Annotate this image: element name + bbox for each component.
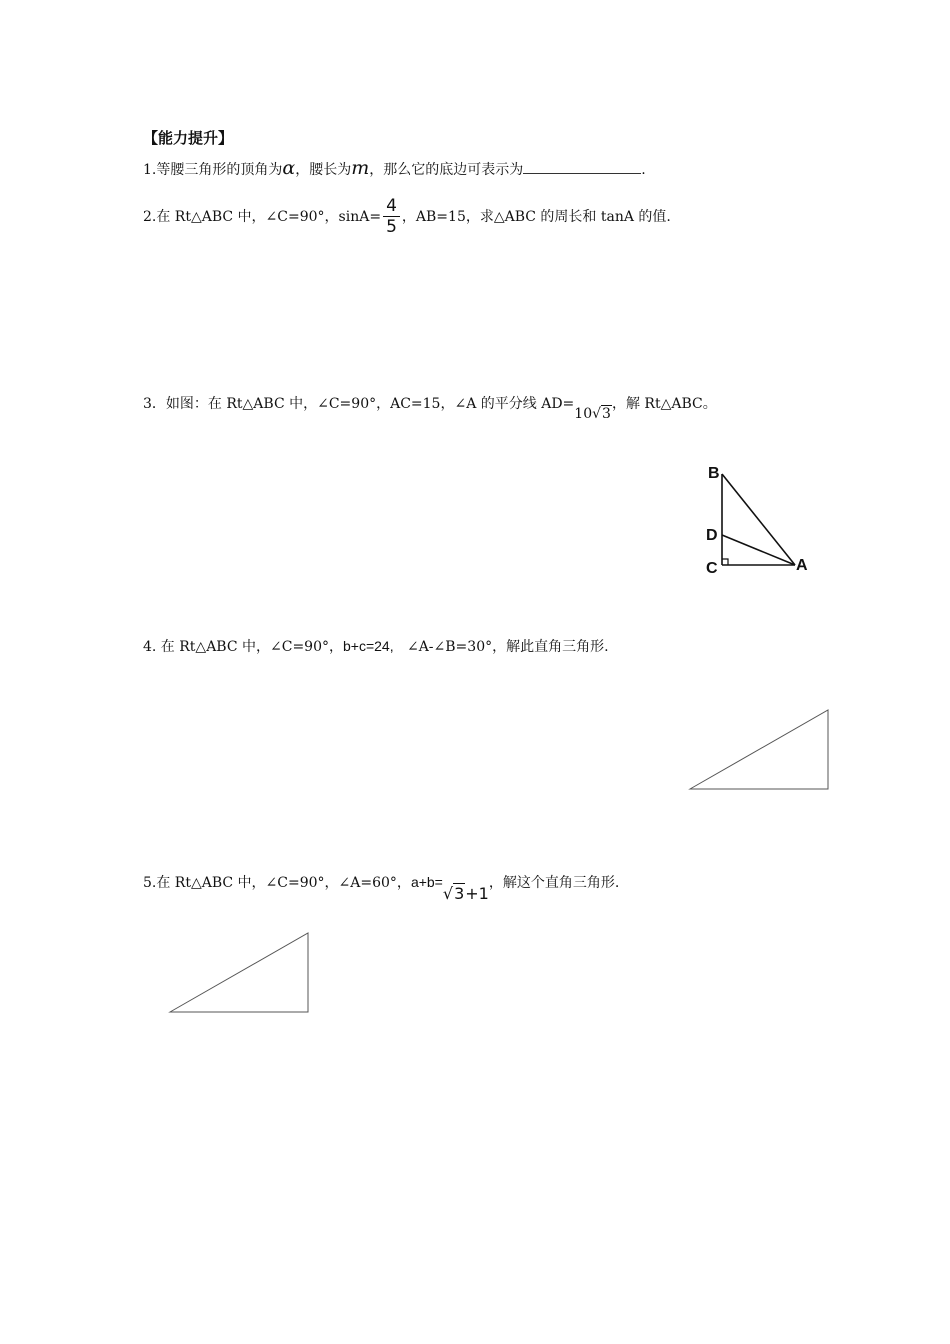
- q3-suffix: ，解 Rt△ABC。: [611, 396, 717, 412]
- q5-cond: a+b=: [410, 874, 443, 890]
- triangle-figure-q4: [686, 705, 836, 795]
- fraction-4-5: [383, 196, 400, 237]
- label-B: B: [708, 465, 720, 482]
- section-heading: 【能力提升】: [143, 129, 234, 147]
- q3-prefix: 3．如图：在 Rt△ABC 中，∠C=90°，AC=15，∠A 的平分线 AD=: [143, 396, 575, 412]
- fraction-denominator: 5: [386, 217, 397, 237]
- alpha-symbol: α: [282, 157, 296, 179]
- question-3: [143, 394, 717, 422]
- sqrt-radicand: 3: [454, 884, 465, 903]
- triangle-figure-q3: [700, 458, 820, 578]
- sqrt-icon: √: [592, 406, 602, 422]
- q2-suffix: ，AB=15，求△ABC 的周长和 tanA 的值.: [401, 208, 671, 225]
- fraction-numerator: 4: [383, 196, 400, 217]
- label-D: D: [706, 527, 718, 544]
- triangle-figure-q5: [166, 928, 316, 1018]
- sqrt-sum-expression: [443, 884, 489, 904]
- sqrt-radicand: 3: [602, 406, 611, 422]
- q2-prefix: 2.在 Rt△ABC 中，∠C=90°，sinA=: [143, 208, 382, 225]
- m-symbol: m: [351, 157, 370, 179]
- sqrt-icon: √: [442, 884, 454, 903]
- q5-prefix: 5.在 Rt△ABC 中，∠C=90°，∠A=60°，: [143, 875, 411, 891]
- label-A: A: [796, 557, 808, 574]
- answer-blank[interactable]: [523, 159, 641, 174]
- q4-cond1: b+c=24,: [343, 638, 394, 654]
- question-2: [143, 196, 671, 237]
- q4-suffix: 解此直角三角形.: [506, 639, 609, 655]
- question-1: [143, 158, 646, 180]
- q1-end: .: [641, 162, 646, 178]
- q1-suffix: ，那么它的底边可表示为: [369, 162, 524, 178]
- question-4: [143, 636, 609, 657]
- q4-prefix: 4. 在 Rt△ABC 中，∠C=90°，: [143, 639, 343, 655]
- q5-suffix: ，解这个直角三角形.: [488, 875, 620, 891]
- q1-prefix: 1.等腰三角形的顶角为: [143, 162, 283, 178]
- sqrt-expression: [574, 404, 612, 424]
- q1-mid: ，腰长为: [295, 162, 352, 178]
- question-5: [143, 872, 620, 903]
- plus-one: +1: [465, 884, 489, 903]
- sqrt-coefficient: 10: [574, 406, 593, 422]
- label-C: C: [706, 560, 718, 577]
- q4-cond2: ∠A-∠B=30°，: [406, 639, 507, 655]
